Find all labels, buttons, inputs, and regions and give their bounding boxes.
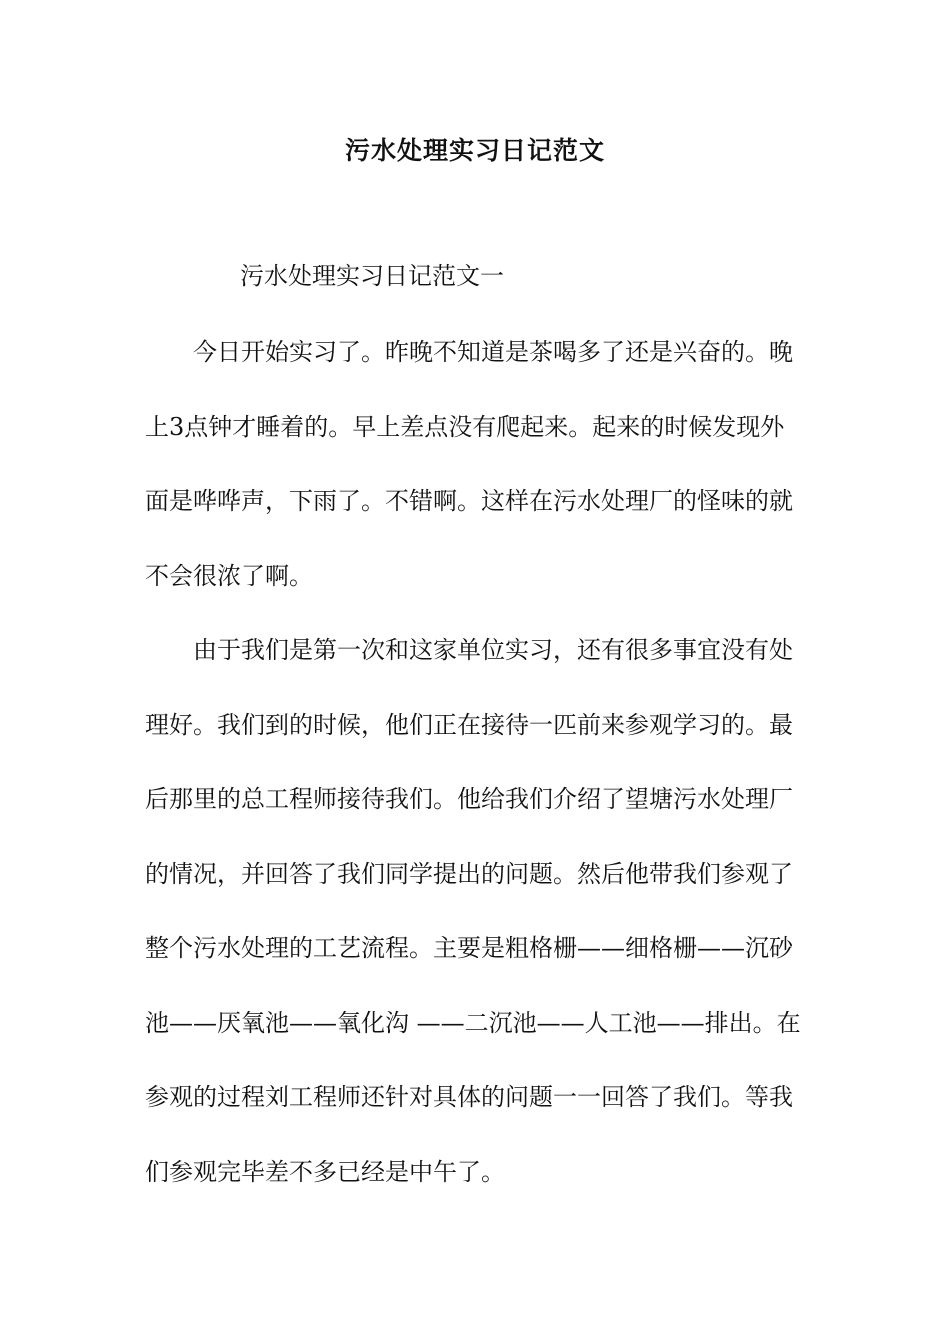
text-line: 的情况，并回答了我们同学提出的问题。然后他带我们参观了 xyxy=(145,860,793,888)
text-line: 整个污水处理的工艺流程。主要是粗格栅——细格栅——沉砂 xyxy=(145,934,793,962)
page-title: 污水处理实习日记范文 xyxy=(344,136,605,165)
text-line: 面是哗哗声，下雨了。不错啊。这样在污水处理厂的怪味的就 xyxy=(145,487,793,515)
text-line: 理好。我们到的时候，他们正在接待一匹前来参观学习的。最 xyxy=(145,711,793,739)
section-heading: 污水处理实习日记范文一 xyxy=(240,262,504,290)
text-line: 由于我们是第一次和这家单位实习，还有很多事宜没有处 xyxy=(193,636,793,664)
text-line: 不会很浓了啊。 xyxy=(145,562,313,590)
text-line: 上3点钟才睡着的。早上差点没有爬起来。起来的时候发现外 xyxy=(145,413,785,441)
text-line: 后那里的总工程师接待我们。他给我们介绍了望塘污水处理厂 xyxy=(145,785,793,813)
text-line: 今日开始实习了。昨晚不知道是茶喝多了还是兴奋的。晚 xyxy=(193,338,793,366)
text-line: 池——厌氧池——氧化沟 ——二沉池——人工池——排出。在 xyxy=(145,1009,801,1037)
text-line: 们参观完毕差不多已经是中午了。 xyxy=(145,1158,505,1186)
text-line: 参观的过程刘工程师还针对具体的问题一一回答了我们。等我 xyxy=(145,1083,793,1111)
